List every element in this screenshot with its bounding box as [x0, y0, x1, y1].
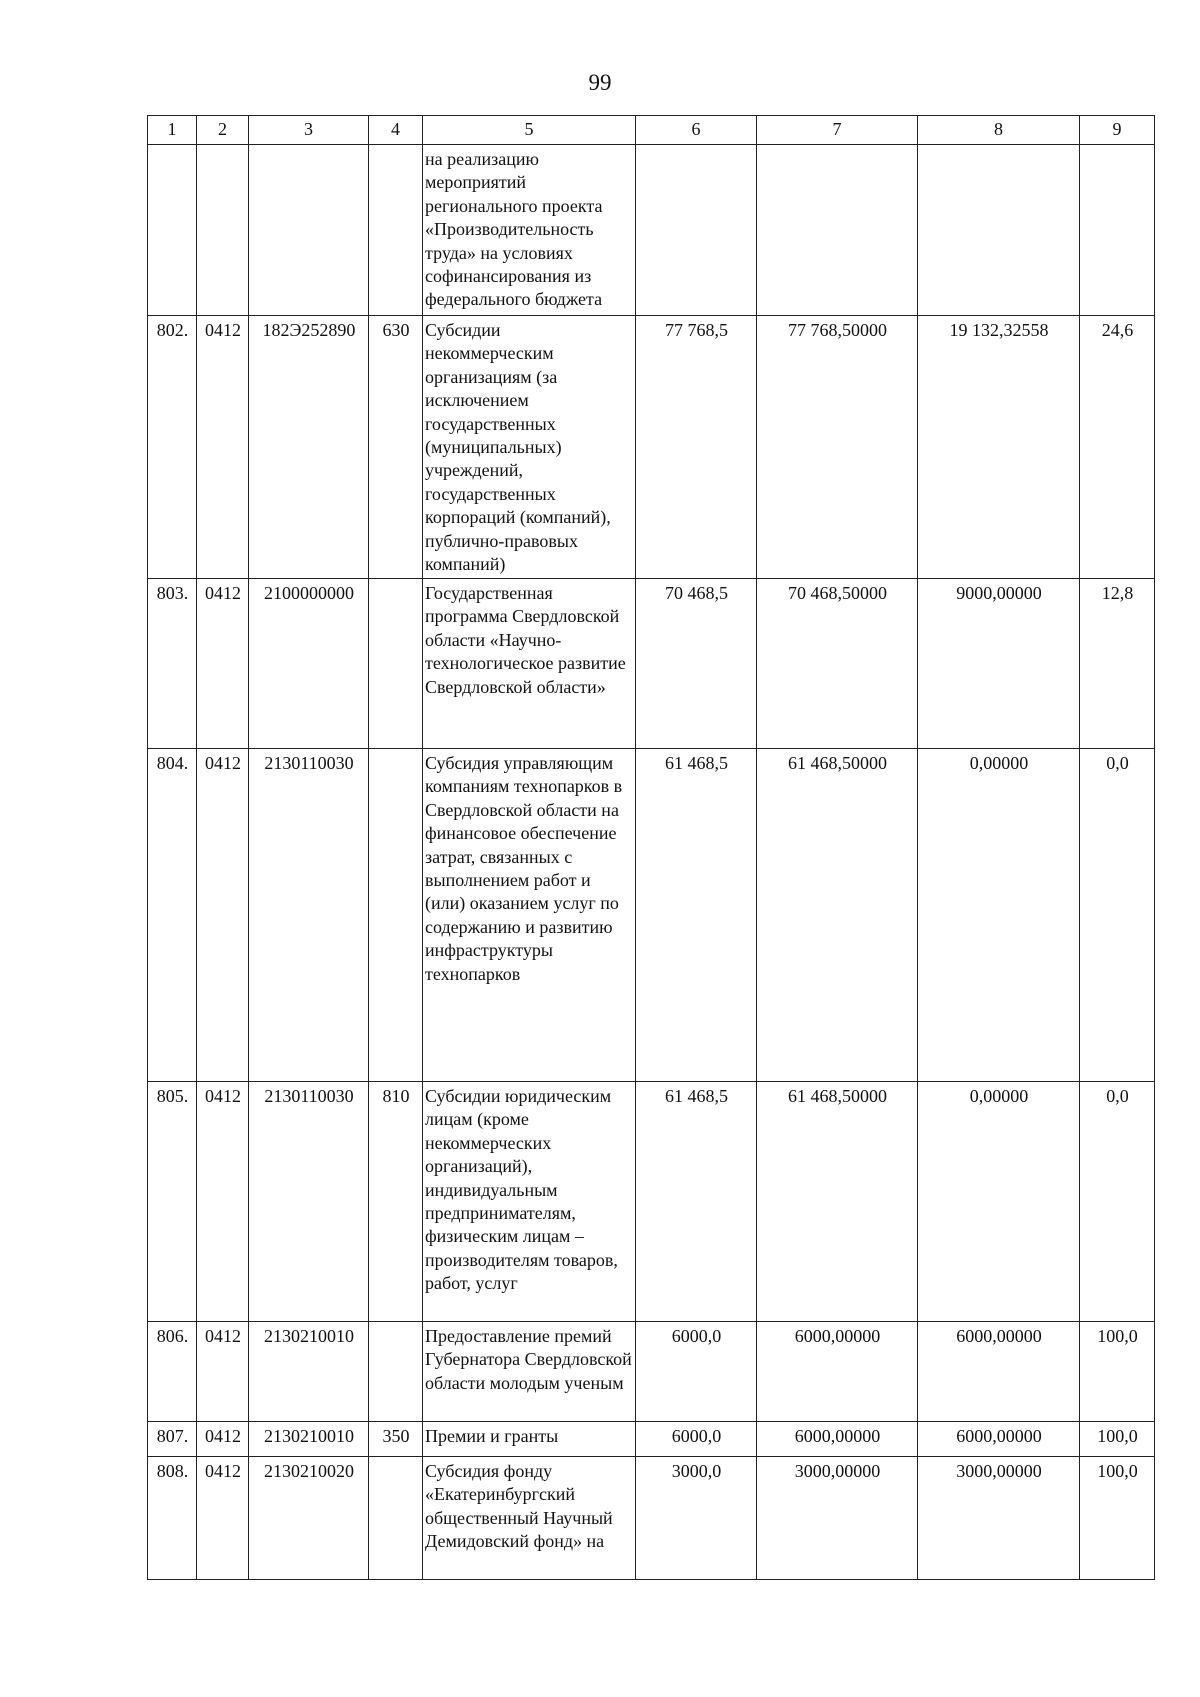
percent-value: 100,0: [1080, 1422, 1155, 1457]
table-row: [148, 1322, 1155, 1422]
expense-type: [369, 1457, 423, 1580]
plan-value: 6000,0: [636, 1422, 757, 1457]
section-code: 0412: [197, 316, 249, 579]
executed-value: 0,00000: [918, 749, 1080, 1082]
expense-type: 630: [369, 316, 423, 579]
approved-value: 70 468,50000: [757, 579, 918, 749]
column-header: 7: [757, 116, 918, 145]
item-name: Государственная программа Свердловской области «Научно-технологическое развитие Свердловской области»: [423, 579, 636, 749]
row-number: 806.: [148, 1322, 197, 1422]
executed-value: 19 132,32558: [918, 316, 1080, 579]
column-header: 6: [636, 116, 757, 145]
expense-type: [369, 579, 423, 749]
section-code: 0412: [197, 1082, 249, 1322]
approved-value: 6000,00000: [757, 1322, 918, 1422]
section-code: 0412: [197, 1422, 249, 1457]
budget-table: [147, 115, 1155, 1580]
header-row: [148, 116, 1155, 145]
plan-value: 70 468,5: [636, 579, 757, 749]
approved-value: 77 768,50000: [757, 316, 918, 579]
row-number: 805.: [148, 1082, 197, 1322]
column-header: 1: [148, 116, 197, 145]
percent-value: 24,6: [1080, 316, 1155, 579]
target-code: 2130210010: [249, 1422, 369, 1457]
approved-value: 61 468,50000: [757, 749, 918, 1082]
table-row: [148, 1457, 1155, 1580]
column-header: 8: [918, 116, 1080, 145]
percent-value: 100,0: [1080, 1322, 1155, 1422]
executed-value: 9000,00000: [918, 579, 1080, 749]
column-header: 2: [197, 116, 249, 145]
section-code: 0412: [197, 1322, 249, 1422]
table-row: [148, 145, 1155, 316]
target-code: 2100000000: [249, 579, 369, 749]
table-row: [148, 316, 1155, 579]
row-number: 803.: [148, 579, 197, 749]
plan-value: 61 468,5: [636, 1082, 757, 1322]
row-number: 802.: [148, 316, 197, 579]
item-name: на реализацию мероприятий регионального проекта «Производительность труда» на условиях софинансирования из федерального бюджета: [423, 145, 636, 316]
plan-value: 6000,0: [636, 1322, 757, 1422]
expense-type: 810: [369, 1082, 423, 1322]
item-name: Субсидии некоммерческим организациям (за исключением государственных (муниципальных) учреждений, государственных корпораций (компаний), публично-правовых компаний): [423, 316, 636, 579]
executed-value: 6000,00000: [918, 1422, 1080, 1457]
target-code: 2130110030: [249, 1082, 369, 1322]
plan-value: 61 468,5: [636, 749, 757, 1082]
table-row: [148, 1422, 1155, 1457]
column-header: 3: [249, 116, 369, 145]
approved-value: 61 468,50000: [757, 1082, 918, 1322]
item-name: Субсидия фонду «Екатеринбургский общественный Научный Демидовский фонд» на: [423, 1457, 636, 1580]
executed-value: 3000,00000: [918, 1457, 1080, 1580]
row-number: 804.: [148, 749, 197, 1082]
item-name: Премии и гранты: [423, 1422, 636, 1457]
table-row: [148, 1082, 1155, 1322]
expense-type: 350: [369, 1422, 423, 1457]
target-code: 2130210010: [249, 1322, 369, 1422]
percent-value: 12,8: [1080, 579, 1155, 749]
plan-value: [636, 145, 757, 316]
percent-value: 0,0: [1080, 749, 1155, 1082]
row-number: 807.: [148, 1422, 197, 1457]
item-name: Субсидия управляющим компаниям технопарков в Свердловской области на финансовое обеспечение затрат, связанных с выполнением работ и (или) оказанием услуг по содержанию и развитию инфраструктуры технопарков: [423, 749, 636, 1082]
section-code: [197, 145, 249, 316]
item-name: Предоставление премий Губернатора Свердловской области молодым ученым: [423, 1322, 636, 1422]
executed-value: [918, 145, 1080, 316]
page-number: 99: [588, 70, 612, 95]
table-row: [148, 749, 1155, 1082]
percent-value: 0,0: [1080, 1082, 1155, 1322]
item-name: Субсидии юридическим лицам (кроме некоммерческих организаций), индивидуальным предпринимателям, физическим лицам – производителям товаров, работ, услуг: [423, 1082, 636, 1322]
table-row: [148, 579, 1155, 749]
target-code: [249, 145, 369, 316]
expense-type: [369, 1322, 423, 1422]
section-code: 0412: [197, 1457, 249, 1580]
target-code: 2130210020: [249, 1457, 369, 1580]
approved-value: 3000,00000: [757, 1457, 918, 1580]
row-number: 808.: [148, 1457, 197, 1580]
section-code: 0412: [197, 579, 249, 749]
percent-value: 100,0: [1080, 1457, 1155, 1580]
approved-value: [757, 145, 918, 316]
expense-type: [369, 145, 423, 316]
column-header: 5: [423, 116, 636, 145]
target-code: 2130110030: [249, 749, 369, 1082]
row-number: [148, 145, 197, 316]
percent-value: [1080, 145, 1155, 316]
column-header: 9: [1080, 116, 1155, 145]
plan-value: 77 768,5: [636, 316, 757, 579]
executed-value: 0,00000: [918, 1082, 1080, 1322]
target-code: 182Э252890: [249, 316, 369, 579]
column-header: 4: [369, 116, 423, 145]
approved-value: 6000,00000: [757, 1422, 918, 1457]
plan-value: 3000,0: [636, 1457, 757, 1580]
executed-value: 6000,00000: [918, 1322, 1080, 1422]
expense-type: [369, 749, 423, 1082]
section-code: 0412: [197, 749, 249, 1082]
